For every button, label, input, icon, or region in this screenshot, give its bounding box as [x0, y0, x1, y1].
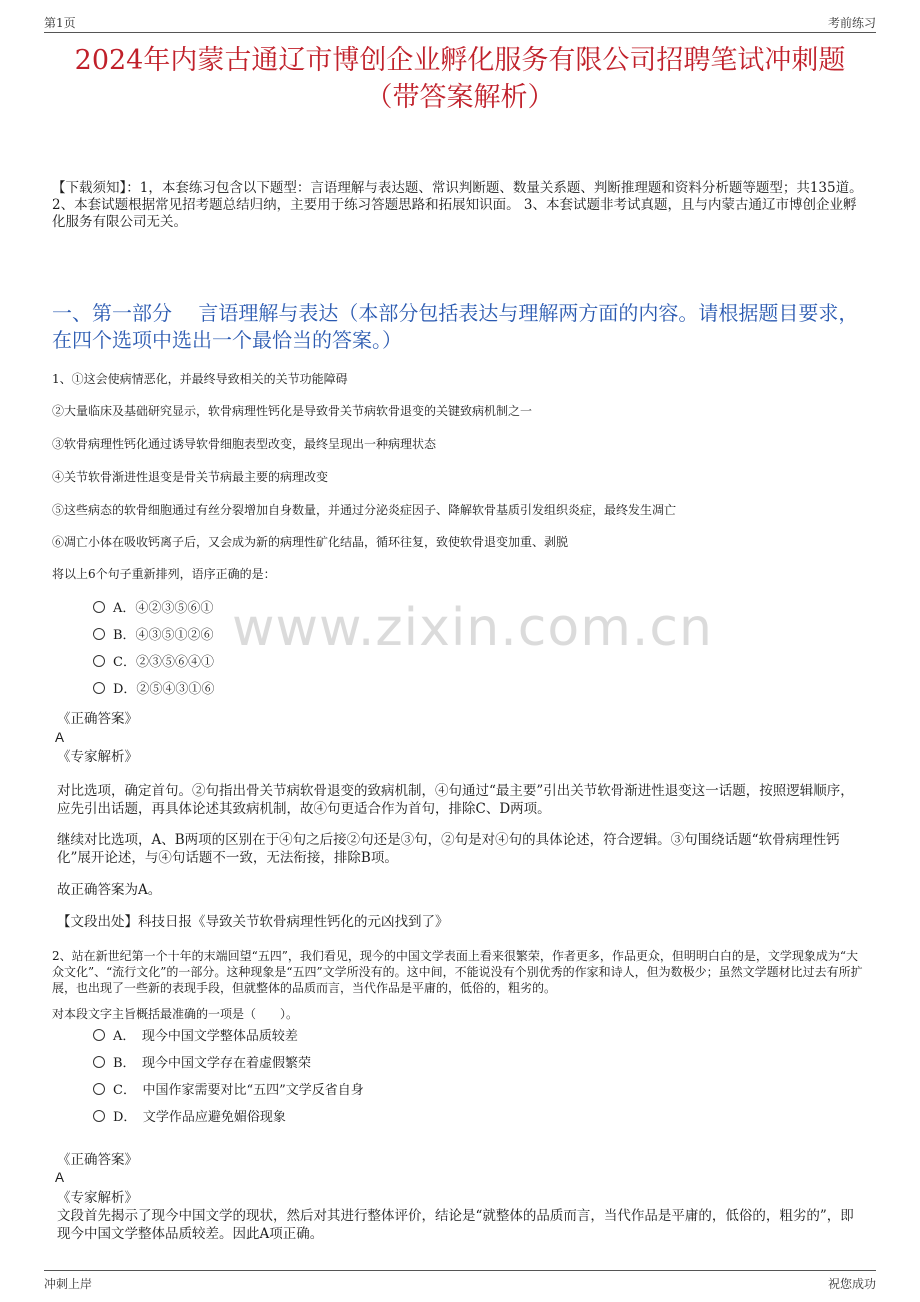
q1-analysis-label: 《专家解析》 — [57, 749, 138, 765]
q1-line: ③软骨病理性钙化通过诱导软骨细胞表型改变，最终呈现出一种病理状态 — [52, 437, 437, 451]
q2-answer: A — [55, 1170, 65, 1185]
q2-option-d[interactable] — [93, 1109, 286, 1127]
radio-icon[interactable] — [93, 628, 105, 640]
option-label: D．②⑤④③①⑥ — [113, 682, 215, 697]
option-label: C．②③⑤⑥④① — [113, 655, 214, 670]
header-category: 考前练习 — [827, 16, 876, 30]
q2-option-b[interactable] — [93, 1055, 311, 1073]
page-header — [44, 12, 876, 33]
watermark: www.zixin.com.cn — [232, 598, 713, 658]
q1-answer: A — [55, 730, 65, 745]
option-label: A．④②③⑤⑥① — [113, 601, 214, 616]
q1-option-d[interactable] — [93, 681, 214, 699]
download-notice: 【下载须知】：1，本套练习包含以下题型：言语理解与表达题、常识判断题、数量关系题、判断推理题和资料分析题等题型；共135道。 2、本套试题根据常见招考题总结归纳，主要用于练习答题思路和拓展知识面。 3、本套试题非考试真题，且与内蒙古通辽市博创企业孵化服务有限公司无关。 — [52, 180, 863, 230]
radio-icon[interactable] — [93, 682, 105, 694]
option-label: A． 现今中国文学整体品质较差 — [113, 1029, 298, 1044]
section-heading: 一、第一部分 言语理解与表达（本部分包括表达与理解两方面的内容。请根据题目要求，在四个选项中选出一个最恰当的答案。） — [52, 301, 859, 352]
q2-passage: 2、站在新世纪第一个十年的末端回望“五四”，我们看见，现今的中国文学表面上看来很繁荣，作者更多，作品更众，但明明白白的是，文学现象成为“大众文化”、“流行文化”的一部分。这种现象是“五四”文学所没有的。这中间，不能说没有个别优秀的作家和诗人，但为数极少；虽然文学题材比过去有所扩展，也出现了一些新的表现手段，但就整体的品质而言，当代作品是平庸的，低俗的，粗劣的。 — [52, 949, 863, 995]
option-label: B． 现今中国文学存在着虚假繁荣 — [113, 1056, 312, 1071]
q1-analysis-paragraph: 对比选项，确定首句。②句指出骨关节病软骨退变的致病机制，④句通过“最主要”引出关节软骨渐进性退变这一话题，按照逻辑顺序，应先引出话题，再具体论述其致病机制，故④句更适合作为首句，排除C、D两项。 — [57, 783, 854, 817]
radio-icon[interactable] — [93, 1083, 105, 1095]
option-label: B．④③⑤①②⑥ — [113, 628, 214, 643]
q1-source: 【文段出处】科技日报《导致关节软骨病理性钙化的元凶找到了》 — [57, 914, 449, 930]
q1-analysis-paragraph: 继续对比选项，A、B两项的区别在于④句之后接②句还是③句，②句是对④句的具体论述，符合逻辑。③句围绕话题“软骨病理性钙化”展开论述，与④句话题不一致，无法衔接，排除B项。 — [57, 832, 840, 866]
q1-option-a[interactable] — [93, 600, 213, 618]
q2-analysis-label: 《专家解析》 — [57, 1190, 138, 1206]
page-number: 第1页 — [44, 16, 76, 30]
radio-icon[interactable] — [93, 1056, 105, 1068]
q2-answer-label: 《正确答案》 — [57, 1152, 138, 1168]
q1-line: ⑤这些病态的软骨细胞通过有丝分裂增加自身数量，并通过分泌炎症因子、降解软骨基质引发组织炎症，最终发生凋亡 — [52, 503, 677, 517]
radio-icon[interactable] — [93, 1029, 105, 1041]
footer-left: 冲刺上岸 — [44, 1277, 93, 1291]
document-title: 2024年内蒙古通辽市博创企业孵化服务有限公司招聘笔试冲刺题（带答案解析） — [74, 45, 846, 113]
q1-conclusion: 故正确答案为A。 — [57, 882, 162, 898]
radio-icon[interactable] — [93, 655, 105, 667]
option-label: D． 文学作品应避免媚俗现象 — [113, 1110, 286, 1125]
q2-analysis-paragraph: 文段首先揭示了现今中国文学的现状，然后对其进行整体评价，结论是“就整体的品质而言，当代作品是平庸的，低俗的，粗劣的”，即现今中国文学整体品质较差。因此A项正确。 — [57, 1208, 854, 1242]
q2-option-a[interactable] — [93, 1028, 298, 1046]
page-footer — [44, 1270, 876, 1293]
q2-option-c[interactable] — [93, 1082, 364, 1100]
option-label: C． 中国作家需要对比“五四”文学反省自身 — [113, 1083, 364, 1098]
q1-line: ⑥凋亡小体在吸收钙离子后，又会成为新的病理性矿化结晶，循环往复，致使软骨退变加重、剥脱 — [52, 535, 569, 549]
q1-option-b[interactable] — [93, 627, 214, 645]
q2-prompt: 对本段文字主旨概括最准确的一项是（ ）。 — [52, 1007, 299, 1021]
footer-right: 祝您成功 — [827, 1277, 876, 1291]
q1-line: 1、①这会使病情恶化，并最终导致相关的关节功能障碍 — [52, 372, 348, 386]
radio-icon[interactable] — [93, 601, 105, 613]
q1-answer-label: 《正确答案》 — [57, 711, 138, 727]
radio-icon[interactable] — [93, 1110, 105, 1122]
q1-line: ②大量临床及基础研究显示，软骨病理性钙化是导致骨关节病软骨退变的关键致病机制之一 — [52, 404, 533, 418]
q1-option-c[interactable] — [93, 654, 214, 672]
q1-prompt: 将以上6个句子重新排列，语序正确的是： — [52, 567, 276, 581]
q1-line: ④关节软骨渐进性退变是骨关节病最主要的病理改变 — [52, 470, 329, 484]
